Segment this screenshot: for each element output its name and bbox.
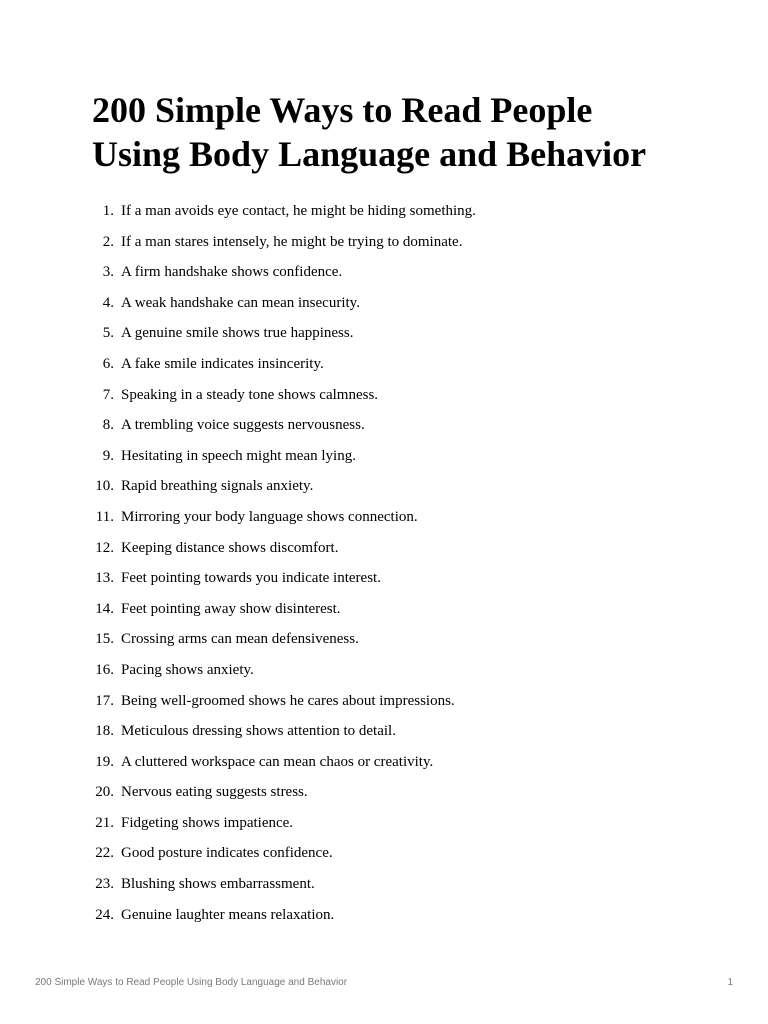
list-item — [92, 907, 712, 938]
title-line-1: 200 Simple Ways to Read People — [92, 90, 593, 130]
item-text: A firm handshake shows confidence. — [121, 264, 343, 281]
item-text: Rapid breathing signals anxiety. — [121, 478, 314, 495]
item-number: 4. — [102, 294, 114, 311]
item-number: 3. — [102, 264, 114, 281]
list-item — [92, 264, 712, 295]
item-number: 7. — [102, 386, 114, 403]
footer-document-title: 200 Simple Ways to Read People Using Body Language and Behavior — [35, 977, 348, 988]
item-number: 18. — [95, 723, 114, 740]
footer-page-number: 1 — [727, 977, 733, 988]
item-text: Feet pointing away show disinterest. — [121, 600, 341, 617]
list-item — [92, 478, 712, 509]
list-item — [92, 234, 712, 265]
item-number: 15. — [95, 631, 114, 648]
list-item — [92, 845, 712, 876]
item-number: 6. — [102, 355, 114, 372]
list-item — [92, 631, 712, 662]
item-number: 2. — [102, 233, 114, 250]
item-text: Nervous eating suggests stress. — [121, 784, 308, 801]
item-text: Pacing shows anxiety. — [121, 661, 254, 678]
item-number: 5. — [102, 325, 114, 342]
list-item — [92, 540, 712, 571]
item-text: A cluttered workspace can mean chaos or creativity. — [121, 753, 434, 770]
list-item — [92, 815, 712, 846]
list-item — [92, 356, 712, 387]
item-number: 12. — [95, 539, 114, 556]
item-number: 11. — [95, 508, 114, 525]
item-number: 1. — [102, 203, 114, 219]
item-number: 13. — [95, 570, 114, 587]
title-line-2: Using Body Language and Behavior — [92, 134, 647, 174]
list-item — [92, 662, 712, 693]
item-text: Genuine laughter means relaxation. — [121, 906, 335, 923]
item-number: 21. — [95, 814, 114, 831]
item-text: Hesitating in speech might mean lying. — [121, 447, 356, 464]
item-text: A genuine smile shows true happiness. — [121, 325, 354, 342]
item-text: A fake smile indicates insincerity. — [121, 355, 324, 372]
item-text: Keeping distance shows discomfort. — [121, 539, 339, 556]
list-item — [92, 509, 712, 540]
item-text: Mirroring your body language shows connection. — [121, 508, 418, 525]
list-item — [92, 754, 712, 785]
list-item — [92, 325, 712, 356]
item-text: A weak handshake can mean insecurity. — [121, 294, 360, 311]
item-text: Crossing arms can mean defensiveness. — [121, 631, 359, 648]
item-number: 9. — [102, 447, 114, 464]
list-item — [92, 387, 712, 418]
list-item — [92, 448, 712, 479]
item-text: Fidgeting shows impatience. — [121, 814, 294, 831]
list-item — [92, 876, 712, 907]
item-number: 14. — [95, 600, 114, 617]
item-number: 19. — [95, 753, 114, 770]
list-item — [92, 693, 712, 724]
list-item — [92, 784, 712, 815]
list-item — [92, 295, 712, 326]
item-text: Feet pointing towards you indicate interest. — [121, 570, 381, 587]
item-number: 24. — [95, 906, 114, 923]
item-text: Good posture indicates confidence. — [121, 845, 333, 862]
item-number: 16. — [95, 661, 114, 678]
page-title — [92, 88, 732, 176]
item-number: 20. — [95, 784, 114, 801]
item-text: If a man stares intensely, he might be trying to dominate. — [121, 233, 463, 250]
item-number: 23. — [95, 876, 114, 893]
list-item — [92, 723, 712, 754]
item-number: 22. — [95, 845, 114, 862]
item-number: 8. — [102, 417, 114, 434]
item-text: Speaking in a steady tone shows calmness. — [121, 386, 379, 403]
item-text: Blushing shows embarrassment. — [121, 876, 315, 893]
item-number: 17. — [95, 692, 114, 709]
list-item — [92, 417, 712, 448]
list-item — [92, 601, 712, 632]
ways-list — [92, 203, 712, 937]
item-text: Meticulous dressing shows attention to detail. — [121, 723, 396, 740]
item-number: 10. — [95, 478, 114, 495]
list-item — [92, 570, 712, 601]
list-item — [92, 203, 712, 234]
item-text: A trembling voice suggests nervousness. — [121, 417, 365, 434]
item-text: If a man avoids eye contact, he might be hiding something. — [121, 203, 476, 219]
item-text: Being well-groomed shows he cares about impressions. — [121, 692, 455, 709]
